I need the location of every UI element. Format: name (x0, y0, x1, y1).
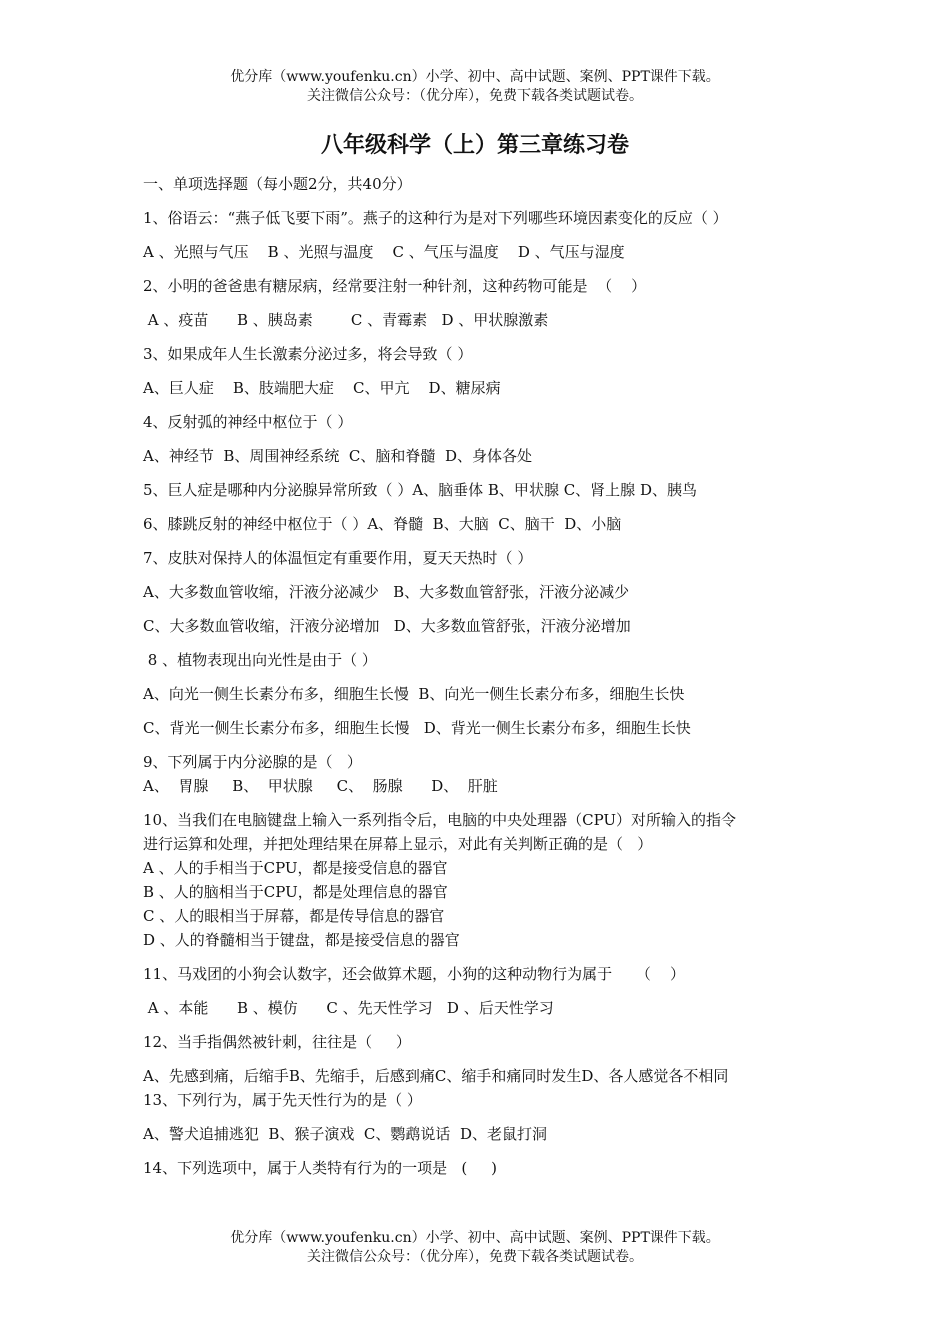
page-header (0, 68, 950, 106)
section-heading: 一、单项选择题（每小题2分，共40分） (143, 175, 412, 193)
question-6: 6、膝跳反射的神经中枢位于（ ）A、脊髓 B、大脑 C、脑干 D、小脑 (143, 515, 622, 533)
question-13-options: A、警犬追捕逃犯 B、猴子演戏 C、鹦鹉说话 D、老鼠打洞 (143, 1125, 547, 1143)
question-8-options-ab: A、向光一侧生长素分布多，细胞生长慢 B、向光一侧生长素分布多，细胞生长快 (143, 685, 685, 703)
page-footer (0, 1229, 950, 1267)
question-3: 3、如果成年人生长激素分泌过多，将会导致（ ） (143, 345, 473, 363)
question-7-options-ab: A、大多数血管收缩，汗液分泌减少 B、大多数血管舒张，汗液分泌减少 (143, 583, 630, 601)
question-2-options: A 、疫苗 B 、胰岛素 C 、青霉素 D 、甲状腺激素 (143, 311, 549, 329)
question-10-option-b: B 、人的脑相当于CPU，都是处理信息的器官 (143, 883, 448, 901)
question-8-options-cd: C、背光一侧生长素分布多，细胞生长慢 D、背光一侧生长素分布多，细胞生长快 (143, 719, 691, 737)
question-10: 10、当我们在电脑键盘上输入一系列指令后，电脑的中央处理器（CPU）对所输入的指令 (143, 811, 737, 829)
question-11: 11、马戏团的小狗会认数字，还会做算术题，小狗的这种动物行为属于 （ ） (143, 965, 686, 983)
question-8: 8 、植物表现出向光性是由于（ ） (143, 651, 377, 669)
question-2: 2、小明的爸爸患有糖尿病，经常要注射一种针剂，这种药物可能是 （ ） (143, 277, 647, 295)
question-9-options: A、 胃腺 B、 甲状腺 C、 肠腺 D、 肝脏 (143, 777, 498, 795)
footer-line-1: 优分库（www.youfenku.cn）小学、初中、高中试题、案例、PPT课件下载。 (230, 1230, 720, 1246)
question-13: 13、下列行为，属于先天性行为的是（ ） (143, 1091, 422, 1109)
header-line-2: 关注微信公众号：（优分库），免费下载各类试题试卷。 (307, 88, 643, 104)
question-5: 5、巨人症是哪种内分泌腺异常所致（ ）A、脑垂体 B、甲状腺 C、肾上腺 D、胰鸟 (143, 481, 697, 499)
question-1: 1、俗语云：“燕子低飞要下雨”。燕子的这种行为是对下列哪些环境因素变化的反应（ ） (143, 209, 728, 227)
question-9: 9、下列属于内分泌腺的是（ ） (143, 753, 362, 771)
question-10-option-d: D 、人的脊髓相当于键盘，都是接受信息的器官 (143, 931, 460, 949)
question-12-options: A、先感到痛，后缩手B、先缩手，后感到痛C、缩手和痛同时发生D、各人感觉各不相同 (143, 1067, 729, 1085)
question-4: 4、反射弧的神经中枢位于（ ） (143, 413, 353, 431)
question-10-option-a: A 、人的手相当于CPU，都是接受信息的器官 (143, 859, 448, 877)
question-4-options: A、神经节 B、周围神经系统 C、脑和脊髓 D、身体各处 (143, 447, 532, 465)
question-7-options-cd: C、大多数血管收缩，汗液分泌增加 D、大多数血管舒张，汗液分泌增加 (143, 617, 631, 635)
question-1-options: A 、光照与气压 B 、光照与温度 C 、气压与温度 D 、气压与湿度 (143, 243, 625, 261)
page-title: 八年级科学（上）第三章练习卷 (320, 133, 629, 158)
footer-line-2: 关注微信公众号：（优分库），免费下载各类试题试卷。 (307, 1249, 643, 1265)
question-12: 12、当手指偶然被针刺，往往是（ ） (143, 1033, 411, 1051)
header-line-1: 优分库（www.youfenku.cn）小学、初中、高中试题、案例、PPT课件下载。 (230, 69, 720, 85)
question-3-options: A、巨人症 B、肢端肥大症 C、甲亢 D、糖尿病 (143, 379, 501, 397)
question-11-options: A 、本能 B 、模仿 C 、先天性学习 D 、后天性学习 (143, 999, 554, 1017)
exam-content (143, 174, 823, 1179)
question-10-option-c: C 、人的眼相当于屏幕，都是传导信息的器官 (143, 907, 445, 925)
question-7: 7、皮肤对保持人的体温恒定有重要作用，夏天天热时（ ） (143, 549, 533, 567)
question-14: 14、下列选项中，属于人类特有行为的一项是 ( ) (143, 1159, 497, 1177)
question-10-continued: 进行运算和处理，并把处理结果在屏幕上显示，对此有关判断正确的是（ ） (143, 835, 653, 853)
